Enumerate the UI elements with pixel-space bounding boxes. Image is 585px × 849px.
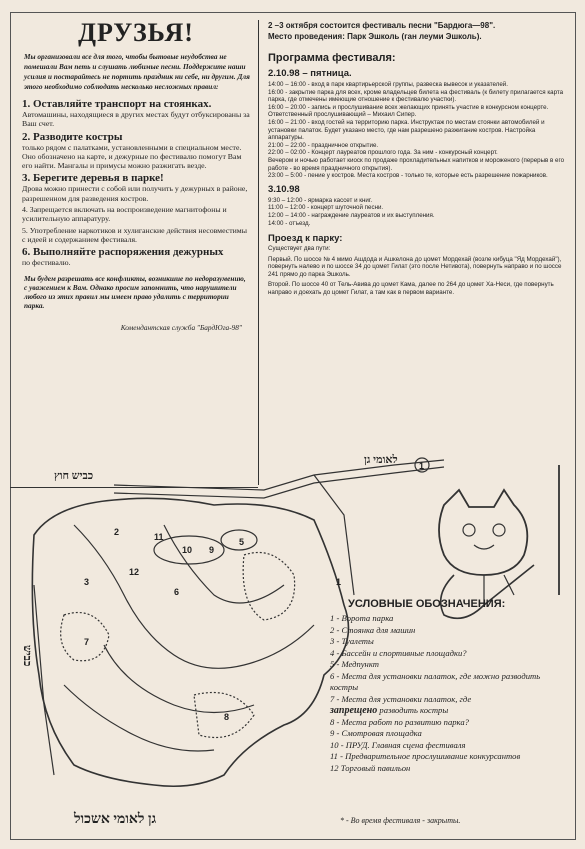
map-path <box>74 525 314 668</box>
map-label: 11 <box>154 532 164 542</box>
rule-text: Автомашины, находящиеся в других местах будут отбуксированы за Ваш счет. <box>22 110 250 129</box>
schedule-item: 22:00 – 02:00 - Концерт лауреатов прошлого года. За ним - конкурсный концерт. <box>268 149 498 157</box>
schedule-item: 23:00 – 5:00 - пение у костров. Места костров - только те, которые есть разрешение пожарников. <box>268 172 548 180</box>
rule-item <box>22 246 250 267</box>
forbidden-word: запрещено <box>330 705 378 716</box>
cat-illustration <box>439 490 527 575</box>
map-hebrew-label: כביש חוץ <box>54 470 94 482</box>
program-column <box>268 20 568 300</box>
map-path <box>104 645 254 713</box>
signature: Комендантская служба "БардЮга-98" <box>120 322 242 332</box>
rule-text: по фестивалю. <box>22 258 71 268</box>
festival-place: Место проведения: Парк Эшколь (ган леуми Эшколь). <box>268 32 482 41</box>
map-legend <box>330 598 565 774</box>
map-label: 3 <box>84 577 90 587</box>
legend-item: 9 - Смотровая площадка <box>330 728 422 738</box>
directions-text: Существует два пути: <box>268 245 331 253</box>
directions-title: Проезд к парку: <box>268 233 343 245</box>
intro-text: Мы организовали все для того, чтобы бытовые неудобства не помешали Вам петь и слушать любимые песни. Поддержите наши усилия и постарайтесь не портить праздник ни себе, ни другим. Для этого необходимо соблюдать несколько несложных правил: <box>24 52 250 91</box>
map-label: 8 <box>224 712 230 722</box>
map-label: 7 <box>84 637 90 647</box>
day-heading: 2.10.98 – пятница. <box>268 68 352 79</box>
rule-text: только рядом с палатками, установленными в специальном месте. Оно обозначено на карте, и дежурные по фестивалю помогут Вам его найти. Мангалы и примусы можно разжигать везде. <box>22 142 242 171</box>
legend-item: 3 - Туалеты <box>330 636 374 646</box>
rules-column <box>22 18 250 332</box>
schedule-item: 12:00 – 14:00 - награждение лауреатов и их выступления. <box>268 211 435 219</box>
schedule-item: 16:00 – 20:00 - запись и прослушивание всех желающих принять участие в конкурсном концерте. Ответственный прослушивающий – Михаил Сипер. <box>268 103 549 119</box>
map-label: 1 <box>336 577 342 587</box>
map-hebrew-label: לאומי גן <box>364 454 398 466</box>
map-path <box>64 685 214 751</box>
map-label: 9 <box>209 545 215 555</box>
day-heading: 3.10.98 <box>268 183 300 195</box>
map-hebrew-label: כביש <box>21 645 33 667</box>
legend-item: 11 - Предварительное прослушивание конкурсантов <box>330 751 521 761</box>
map-hebrew-label: גן לאומי אשכול <box>74 812 157 827</box>
legend-item: 12 Торговый павильон <box>330 762 411 773</box>
schedule-item: 11:00 – 12:00 - концерт шуточной песни. <box>268 204 384 212</box>
map-label: 5 <box>239 537 245 547</box>
column-divider <box>258 20 259 485</box>
footnote: * - Во время фестиваля - закрыты. <box>340 816 461 825</box>
legend-item: 7 - Места для установки палаток, где <box>330 693 472 704</box>
schedule-item: 14:00 – 16:00 - вход в парк квартирьерской группы, развеска вывесок и указателей. <box>268 81 508 88</box>
legend-item: 5 - Медпункт <box>330 659 379 669</box>
directions-text: Второй. По шоссе 40 от Тель-Авива до цомет Кама, далее по 264 до цомет Ха-Неси, где повернуть направо и доехать до цомет Гилат, а там как в первом варианте. <box>268 281 554 297</box>
map-label: 1 <box>419 461 425 471</box>
schedule-item: Вечером и ночью работает киоск по продаже прохладительных напитков и мороженого (перерыв в его работе - во время праздничного открытия). <box>268 156 565 172</box>
legend-item: 2 - Стоянка для машин <box>330 624 416 635</box>
park-outline <box>32 498 348 786</box>
rule-heading: 6. Выполняйте распоряжения дежурных <box>22 246 224 259</box>
rule-heading: 2. Разводите костры <box>22 130 123 143</box>
rule-heading: 1. Оставляйте транспорт на стоянках. <box>22 98 212 110</box>
legend-item-tail: разводить костры <box>379 705 449 715</box>
festival-dates: 2 –3 октября состоится фестиваль песни "Бардюга—98". <box>268 21 496 30</box>
schedule-item: 21:00 – 22:00 - праздничное открытие. <box>268 141 379 149</box>
map-wood <box>243 553 294 621</box>
schedule-item: 16:00 – 21:00 - вход гостей на территорию парка. Инструктаж по местам стоянки автомобилей и установки палаток. Будет указано место, где нам разрешено разжигание костров. Настройка аппаратуры. <box>268 118 545 142</box>
rule-text: 4. Запрещается включать на воспроизведение магнитофоны и усилительную аппаратуру. <box>22 205 227 224</box>
rule-item <box>22 205 250 224</box>
schedule-item: 9:30 – 12:00 - ярмарка кассет и книг. <box>268 196 373 204</box>
map-label: 6 <box>174 587 180 597</box>
legend-item: 8 - Места работ по развитию парка? <box>330 716 469 727</box>
legend-item: 1 - Ворота парка <box>330 613 394 623</box>
rule-heading: 3. Берегите деревья в парке! <box>22 172 164 185</box>
legend-item: 10 - ПРУД. Главная сцена фестиваля <box>330 739 466 750</box>
closing-text: Мы будем разрешать все конфликты, возникшие по недоразумению, с уважением к Вам. Однако просим запомнить, что нарушители любого из этих правил мы имеем право удалить с территории парка. <box>24 273 246 311</box>
rule-text: 5. Употребление наркотиков и хулиганские действия несовместимы с идеей и содержанием фестиваля. <box>22 225 247 244</box>
map-label: 12 <box>129 567 140 577</box>
legend-title: УСЛОВНЫЕ ОБОЗНАЧЕНИЯ: <box>348 598 506 610</box>
legend-item: 6 - Места для установки палаток, где можно разводить костры <box>330 670 541 692</box>
rule-item <box>22 226 250 245</box>
rule-text: Дрова можно принести с собой или получить у дежурных в районе, разрешенном для разведения костров. <box>22 184 248 203</box>
schedule-item: 16:00 - закрытие парка для всех, кроме владельцев билета на фестиваль (к билету прилагается карта парка, где отмечены имеющие отношение к фестивалю участки). <box>268 88 564 104</box>
program-title: Программа фестиваля: <box>268 52 396 64</box>
schedule-item: 14:00 - отъезд. <box>268 219 311 227</box>
rule-item <box>22 131 250 171</box>
legend-item <box>330 705 565 717</box>
map-road <box>34 585 54 775</box>
page-title: ДРУЗЬЯ! <box>78 18 194 47</box>
legend-item: 4 - Бассейн и спортивные площадки? <box>330 647 467 658</box>
map-road <box>114 467 444 498</box>
map-label: 2 <box>114 527 120 537</box>
directions-text: Первый. По шоссе № 4 мимо Ашдода и Ашкелона до цомет Мордехай (возле кибуца "Яд Мордехай"), повернуть налево и по шоссе 34 до цомет Гилат (это после Нетивота), повернуть направо и по шоссе 241 прямо до парка Эшколь. <box>268 255 562 278</box>
map-label: 10 <box>182 545 193 555</box>
rule-item <box>22 172 250 203</box>
rule-item <box>22 98 250 129</box>
